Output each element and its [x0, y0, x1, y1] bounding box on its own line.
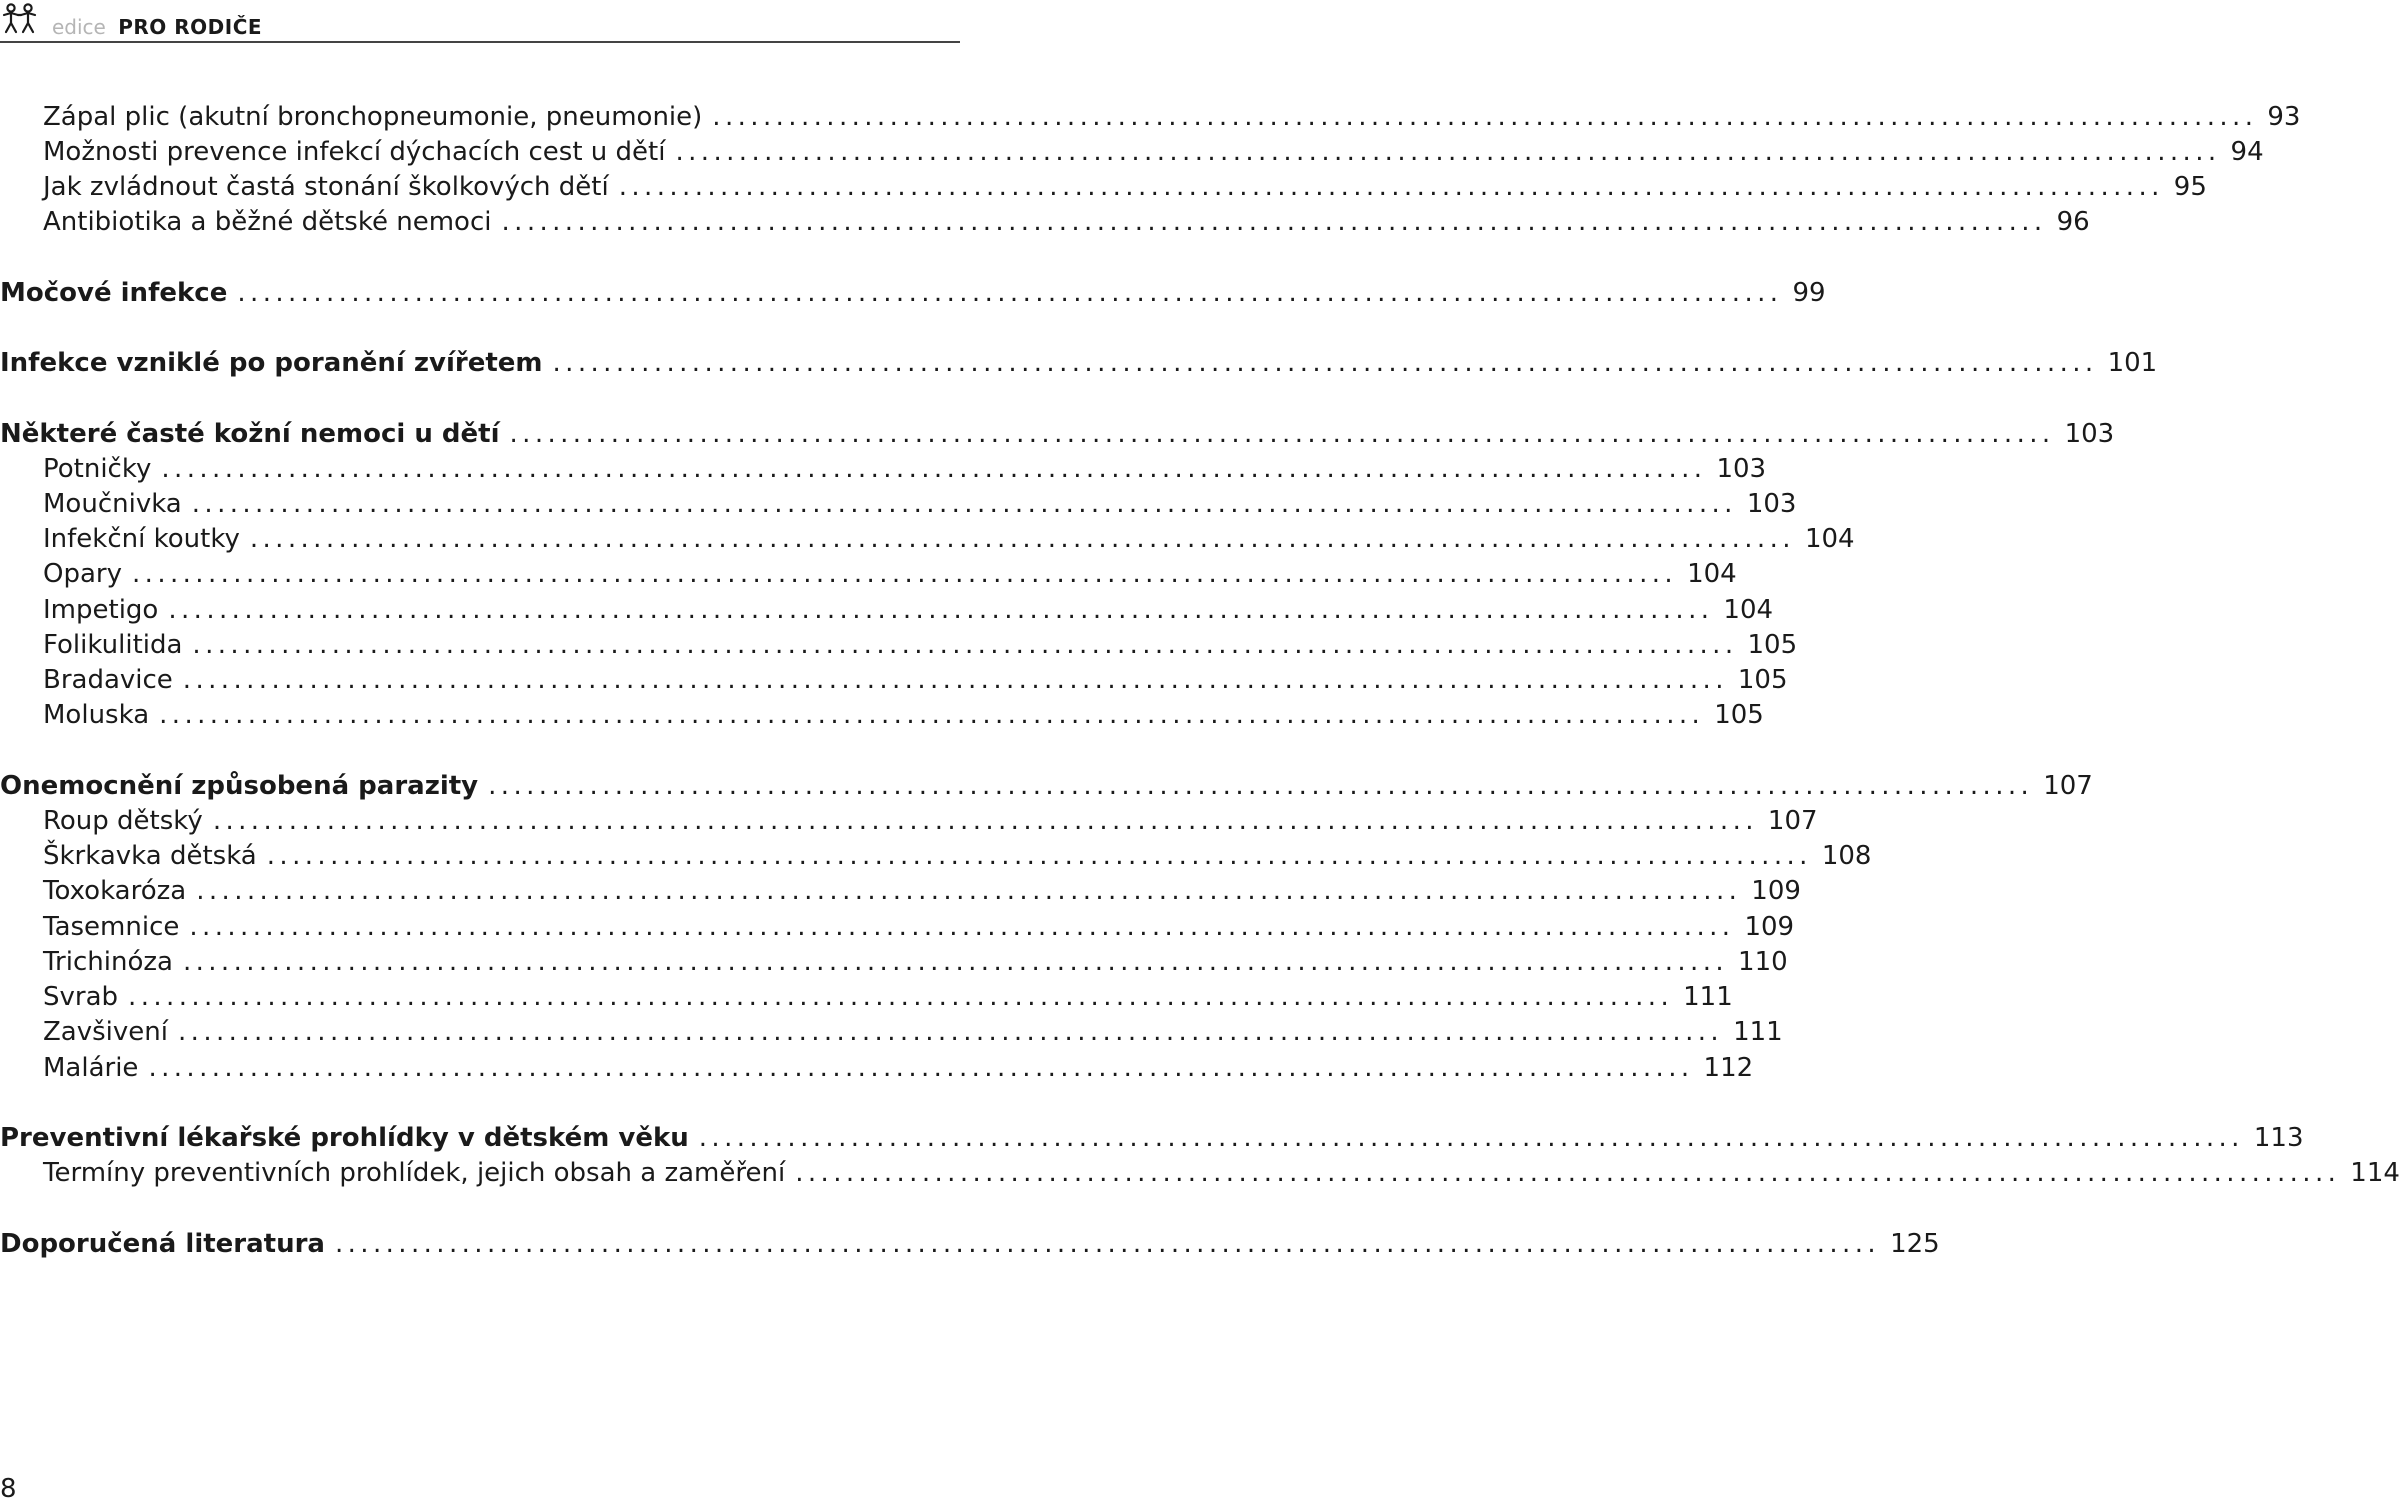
dot-leader: ..........................................................................................................................	[266, 841, 1812, 871]
toc-entry-title: Moučnivka	[43, 489, 182, 519]
toc-page-number: 110	[1738, 947, 1788, 977]
toc-entry-title: Zápal plic (akutní bronchopneumonie, pneumonie)	[43, 102, 703, 132]
toc-entry-title: Doporučená literatura	[0, 1229, 325, 1259]
toc-entry-title: Škrkavka dětská	[43, 841, 257, 871]
toc-entry	[0, 487, 1797, 522]
toc-page-number: 93	[2267, 102, 2301, 132]
dot-leader: ..........................................................................................................................	[161, 454, 1707, 484]
toc-entry-title: Jak zvládnout častá stonání školkových dětí	[43, 172, 609, 202]
toc-page-number: 108	[1821, 841, 1872, 871]
dot-leader: ..........................................................................................................................	[249, 524, 1795, 554]
toc-page-number: 104	[1723, 595, 1774, 625]
header-rule	[0, 41, 960, 43]
toc-page-number: 104	[1804, 524, 1855, 554]
toc-section-entry	[0, 769, 2093, 804]
toc-entry-title: Folikulitida	[43, 630, 183, 660]
dot-leader: ..........................................................................................................................	[192, 630, 1738, 660]
dot-leader: ..........................................................................................................................	[509, 419, 2055, 449]
running-header	[0, 0, 960, 46]
toc-section-entry	[0, 1121, 2304, 1156]
series-title	[52, 14, 262, 40]
series-prefix: edice	[52, 15, 106, 39]
toc-entry	[0, 557, 1737, 592]
dot-leader: ..........................................................................................................................	[168, 595, 1714, 625]
toc-page-number: 103	[2064, 419, 2115, 449]
toc-page-number: 103	[1716, 454, 1767, 484]
toc-entry-title: Infekční koutky	[43, 524, 240, 554]
toc-page-number: 107	[1767, 806, 1818, 836]
toc-entry-title: Moluska	[43, 700, 150, 730]
toc-page-number: 96	[2056, 207, 2090, 237]
toc-entry-title: Tasemnice	[43, 912, 180, 942]
toc-page-number: 105	[1737, 665, 1788, 695]
dot-leader: ..........................................................................................................................	[237, 278, 1783, 308]
toc-section-entry	[0, 346, 2158, 381]
toc-page-number: 113	[2253, 1123, 2304, 1153]
toc-page-number: 103	[1746, 489, 1797, 519]
toc-entry	[0, 628, 1798, 663]
toc-page-number: 111	[1683, 982, 1733, 1012]
toc-entry-title: Možnosti prevence infekcí dýchacích cest u dětí	[43, 137, 666, 167]
dot-leader: ..........................................................................................................................	[618, 172, 2164, 202]
toc-entry-title: Některé časté kožní nemoci u dětí	[0, 419, 500, 449]
toc-entry	[0, 100, 2301, 135]
toc-page-number: 125	[1890, 1229, 1940, 1259]
dot-leader: ..........................................................................................................................	[182, 947, 1729, 977]
toc-page-number: 94	[2230, 137, 2264, 167]
toc-page-number: 105	[1747, 630, 1798, 660]
toc-page-number: 101	[2107, 348, 2158, 378]
toc-entry	[0, 522, 1855, 557]
dot-leader: ..........................................................................................................................	[159, 700, 1705, 730]
toc-page-number: 111	[1733, 1017, 1783, 1047]
dot-leader: ..........................................................................................................................	[178, 1017, 1724, 1047]
toc-entry-title: Toxokaróza	[43, 876, 187, 906]
toc-entry	[0, 1051, 1754, 1086]
toc-entry	[0, 910, 1795, 945]
toc-page-number: 112	[1703, 1053, 1754, 1083]
toc-entry-title: Infekce vzniklé po poranění zvířetem	[0, 348, 543, 378]
toc-entry	[0, 135, 2264, 170]
children-figures-icon	[2, 2, 38, 38]
series-name: PRO RODIČE	[118, 15, 263, 39]
dot-leader: ..........................................................................................................................	[196, 876, 1742, 906]
toc-entry-title: Malárie	[43, 1053, 139, 1083]
toc-entry-title: Opary	[43, 559, 122, 589]
toc-entry-title: Termíny preventivních prohlídek, jejich obsah a zaměření	[43, 1158, 786, 1188]
toc-page-number: 104	[1687, 559, 1737, 589]
toc-entry	[0, 874, 1801, 909]
toc-entry-title: Preventivní lékařské prohlídky v dětském věku	[0, 1123, 689, 1153]
toc-entry-title: Impetigo	[43, 595, 159, 625]
toc-page-number: 109	[1744, 912, 1795, 942]
dot-leader: ..........................................................................................................................	[128, 982, 1674, 1012]
toc-entry-title: Potničky	[43, 454, 152, 484]
toc-entry	[0, 945, 1788, 980]
toc-page-number: 105	[1714, 700, 1764, 730]
toc-entry-title: Onemocnění způsobená parazity	[0, 771, 479, 801]
toc-entry-title: Svrab	[43, 982, 119, 1012]
toc-entry-title: Antibiotika a běžné dětské nemoci	[43, 207, 492, 237]
toc-entry	[0, 1015, 1783, 1050]
toc-entry	[0, 698, 1764, 733]
toc-entry	[0, 1156, 2400, 1191]
toc-entry	[0, 804, 1818, 839]
dot-leader: ..........................................................................................................................	[191, 489, 1737, 519]
toc-section-entry	[0, 1227, 1940, 1262]
toc-entry	[0, 839, 1872, 874]
toc-entry	[0, 452, 1767, 487]
toc-entry	[0, 170, 2207, 205]
toc-page-number: 109	[1751, 876, 1801, 906]
toc-page-number: 107	[2043, 771, 2093, 801]
toc-entry-title: Roup dětský	[43, 806, 203, 836]
dot-leader: ..........................................................................................................................	[795, 1158, 2341, 1188]
toc-section-entry	[0, 276, 1826, 311]
toc-entry-title: Trichinóza	[43, 947, 173, 977]
dot-leader: ..........................................................................................................................	[698, 1123, 2244, 1153]
toc-entry	[0, 593, 1774, 628]
dot-leader: ..........................................................................................................................	[189, 912, 1735, 942]
toc-entry-title: Zavšivení	[43, 1017, 168, 1047]
dot-leader: ..........................................................................................................................	[334, 1229, 1881, 1259]
dot-leader: ..........................................................................................................................	[712, 102, 2258, 132]
dot-leader: ..........................................................................................................................	[488, 771, 2034, 801]
dot-leader: ..........................................................................................................................	[501, 207, 2047, 237]
toc-entry	[0, 980, 1733, 1015]
dot-leader: ..........................................................................................................................	[148, 1053, 1694, 1083]
dot-leader: ..........................................................................................................................	[552, 348, 2098, 378]
toc-entry-title: Bradavice	[43, 665, 173, 695]
dot-leader: ..........................................................................................................................	[131, 559, 1678, 589]
toc-entry	[0, 205, 2090, 240]
toc-section-entry	[0, 417, 2115, 452]
toc-page-number: 95	[2173, 172, 2207, 202]
dot-leader: ..........................................................................................................................	[675, 137, 2221, 167]
toc-page-number: 99	[1792, 278, 1826, 308]
toc-entry-title: Močové infekce	[0, 278, 228, 308]
toc-entry	[0, 663, 1788, 698]
page-number: 8	[0, 1474, 17, 1504]
toc-page-number: 114	[2350, 1158, 2400, 1188]
dot-leader: ..........................................................................................................................	[182, 665, 1728, 695]
dot-leader: ..........................................................................................................................	[212, 806, 1758, 836]
